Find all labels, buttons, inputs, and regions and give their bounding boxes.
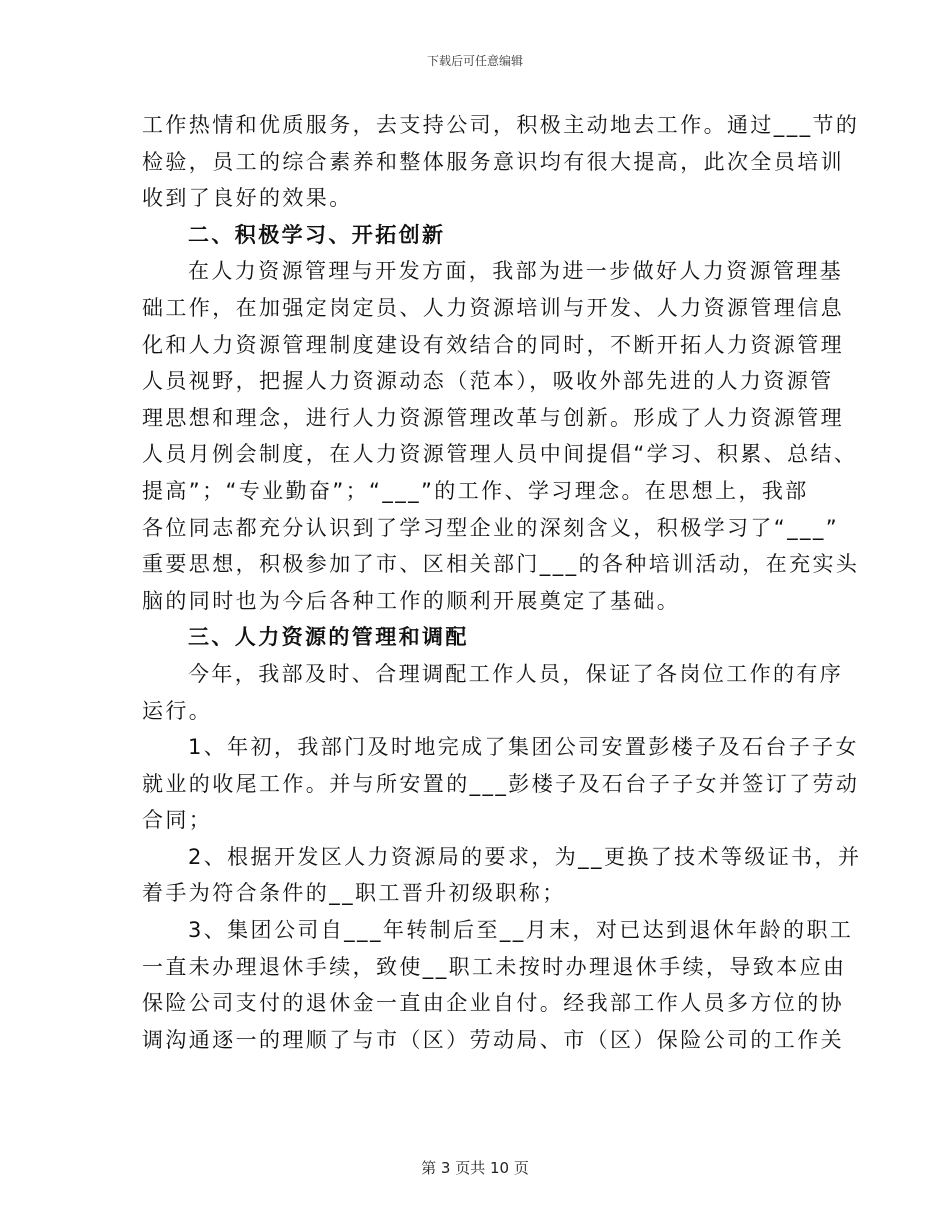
text-line: 人员视野，把握人力资源动态（范本），吸收外部先进的人力资源管 <box>142 369 834 394</box>
text-line: 调沟通逐一的理顺了与市（区）劳动局、市（区）保险公司的工作关 <box>142 1027 844 1052</box>
text-line: 3、集团公司自___年转制后至__月末，对已达到退休年龄的职工 <box>188 918 854 943</box>
text-line: 理思想和理念，进行人力资源管理改革与创新。形成了人力资源管理 <box>142 405 844 430</box>
text-line: 就业的收尾工作。并与所安置的___彭楼子及石台子子女并签订了劳动 <box>142 771 860 796</box>
text-line: 化和人力资源管理制度建设有效结合的同时，不断开拓人力资源管理 <box>142 332 844 357</box>
section-heading: 三、人力资源的管理和调配 <box>188 625 469 650</box>
text-line: 人员月例会制度，在人力资源管理人员中间提倡“学习、积累、总结、 <box>142 442 858 467</box>
text-line: 检验，员工的综合素养和整体服务意识均有很大提高，此次全员培训 <box>142 149 844 174</box>
text-line: 收到了良好的效果。 <box>142 186 353 211</box>
text-line: 脑的同时也为今后各种工作的顺利开展奠定了基础。 <box>142 588 681 613</box>
text-line: 在人力资源管理与开发方面，我部为进一步做好人力资源管理基 <box>188 259 844 284</box>
text-line: 2、根据开发区人力资源局的要求，为__更换了技术等级证书，并 <box>188 844 862 869</box>
text-line: 重要思想，积极参加了市、区相关部门___的各种培训活动，在充实头 <box>142 552 860 577</box>
text-line: 保险公司支付的退休金一直由企业自付。经我部工作人员多方位的协 <box>142 991 844 1016</box>
page-number: 第 3 页共 10 页 <box>421 1159 529 1177</box>
text-line: 合同； <box>142 808 213 833</box>
page-header: 下载后可任意编辑 <box>426 54 523 68</box>
text-line: 一直未办理退休手续，致使__职工未按时办理退休手续，导致本应由 <box>142 954 847 979</box>
text-line: 提高”；“专业勤奋”；“___”的工作、学习理念。在思想上，我部 <box>142 478 809 503</box>
section-heading: 二、积极学习、开拓创新 <box>188 222 446 247</box>
text-line: 各位同志都充分认识到了学习型企业的深刻含义，积极学习了“___” <box>142 515 840 540</box>
text-line: 础工作，在加强定岗定员、人力资源培训与开发、人力资源管理信息 <box>142 295 844 320</box>
text-line: 1、年初，我部门及时地完成了集团公司安置彭楼子及石台子子女 <box>188 735 859 760</box>
text-line: 运行。 <box>142 698 213 723</box>
text-line: 着手为符合条件的__职工晋升初级职称； <box>142 881 566 906</box>
text-line: 今年，我部及时、合理调配工作人员，保证了各岗位工作的有序 <box>188 661 844 686</box>
document-body <box>142 107 862 1058</box>
text-line: 工作热情和优质服务，去支持公司，积极主动地去工作。通过___节的 <box>142 113 860 137</box>
